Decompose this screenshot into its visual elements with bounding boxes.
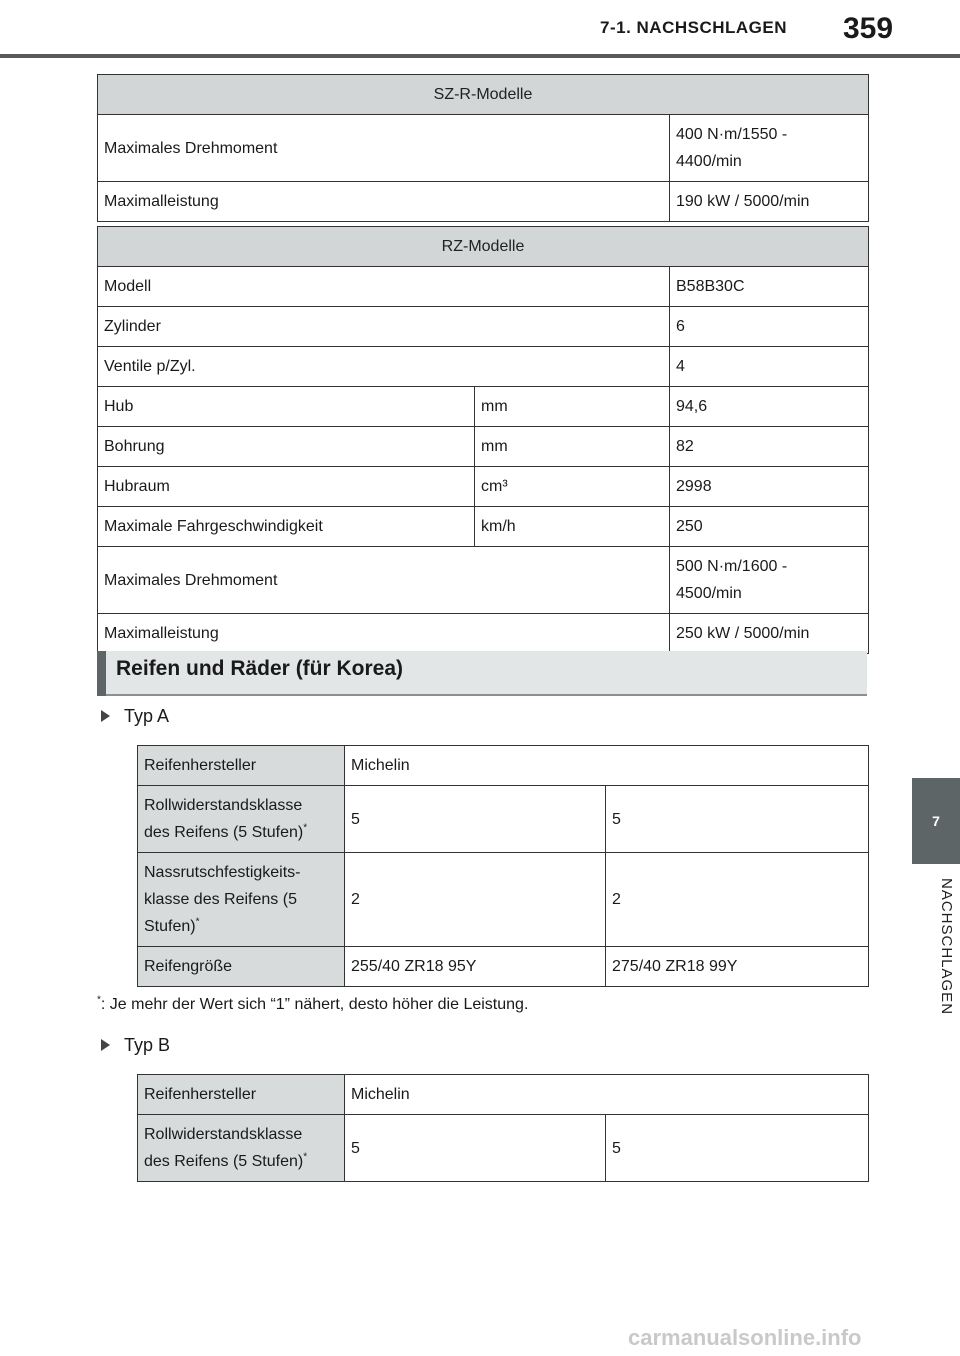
row-value: 190 kW / 5000/min bbox=[670, 182, 869, 222]
row-value: 2 bbox=[345, 853, 606, 947]
row-label: Maximalleistung bbox=[98, 182, 670, 222]
row-value: Michelin bbox=[345, 1075, 869, 1115]
table-row bbox=[98, 347, 869, 387]
table-row bbox=[98, 427, 869, 467]
row-label: Zylinder bbox=[98, 307, 670, 347]
table-row bbox=[138, 746, 869, 786]
table-row bbox=[138, 1075, 869, 1115]
row-value: 4 bbox=[670, 347, 869, 387]
chapter-number: 7 bbox=[932, 813, 940, 829]
row-value: B58B30C bbox=[670, 267, 869, 307]
header-rule bbox=[0, 54, 960, 58]
row-value: 5 bbox=[345, 1115, 606, 1182]
row-value: 5 bbox=[606, 1115, 869, 1182]
table-row bbox=[98, 387, 869, 427]
row-label: Nassrutschfestigkeits- klasse des Reifens (5 Stufen)* bbox=[138, 853, 345, 947]
table-row bbox=[138, 1115, 869, 1182]
triangle-bullet-icon bbox=[101, 710, 110, 722]
row-unit: mm bbox=[475, 387, 670, 427]
row-label: Maximalleistung bbox=[98, 614, 670, 654]
row-value: Michelin bbox=[345, 746, 869, 786]
row-label: Bohrung bbox=[98, 427, 475, 467]
row-value: 500 N·m/1600 - 4500/min bbox=[670, 547, 869, 614]
footnote bbox=[97, 996, 528, 1014]
row-label: Hubraum bbox=[98, 467, 475, 507]
row-unit: km/h bbox=[475, 507, 670, 547]
row-label: Hub bbox=[98, 387, 475, 427]
row-value: 82 bbox=[670, 427, 869, 467]
table-row bbox=[98, 547, 869, 614]
row-label: Maximales Drehmoment bbox=[98, 115, 670, 182]
triangle-bullet-icon bbox=[101, 1039, 110, 1051]
row-value: 94,6 bbox=[670, 387, 869, 427]
row-value: 275/40 ZR18 99Y bbox=[606, 947, 869, 987]
page-number: 359 bbox=[843, 12, 894, 45]
row-label: Reifenhersteller bbox=[138, 1075, 345, 1115]
row-label: Reifengröße bbox=[138, 947, 345, 987]
row-label: Maximale Fahrgeschwindigkeit bbox=[98, 507, 475, 547]
row-value: 5 bbox=[345, 786, 606, 853]
table-row bbox=[98, 182, 869, 222]
section-heading-bar bbox=[97, 651, 106, 696]
row-value: 400 N·m/1550 - 4400/min bbox=[670, 115, 869, 182]
footnote-text: : Je mehr der Wert sich “1” nähert, desto höher die Leistung. bbox=[100, 996, 529, 1013]
typ-b-heading: Typ B bbox=[101, 1035, 170, 1056]
row-label: Rollwiderstandsklasse des Reifens (5 Stufen)* bbox=[138, 1115, 345, 1182]
row-value: 2 bbox=[606, 853, 869, 947]
row-label: Modell bbox=[98, 267, 670, 307]
rz-table bbox=[97, 226, 869, 654]
row-value: 2998 bbox=[670, 467, 869, 507]
chapter-tab[interactable] bbox=[912, 778, 960, 864]
row-label: Maximales Drehmoment bbox=[98, 547, 670, 614]
typ-a-heading: Typ A bbox=[101, 706, 169, 727]
sz-r-table bbox=[97, 74, 869, 222]
row-value: 250 bbox=[670, 507, 869, 547]
table-row bbox=[138, 947, 869, 987]
row-label: Reifenhersteller bbox=[138, 746, 345, 786]
row-value: 255/40 ZR18 95Y bbox=[345, 947, 606, 987]
table-row bbox=[98, 115, 869, 182]
row-value: 250 kW / 5000/min bbox=[670, 614, 869, 654]
typ-a-table bbox=[137, 745, 869, 987]
table-header: SZ-R-Modelle bbox=[98, 75, 869, 115]
row-label: Rollwiderstandsklasse des Reifens (5 Stufen)* bbox=[138, 786, 345, 853]
section-header: 7-1. NACHSCHLAGEN bbox=[600, 18, 788, 37]
table-row bbox=[98, 307, 869, 347]
typ-b-table bbox=[137, 1074, 869, 1182]
table-row bbox=[98, 614, 869, 654]
chapter-label: NACHSCHLAGEN bbox=[938, 878, 955, 1016]
row-value: 6 bbox=[670, 307, 869, 347]
table-row bbox=[98, 467, 869, 507]
row-value: 5 bbox=[606, 786, 869, 853]
table-header: RZ-Modelle bbox=[98, 227, 869, 267]
row-unit: cm³ bbox=[475, 467, 670, 507]
row-unit: mm bbox=[475, 427, 670, 467]
section-title: Reifen und Räder (für Korea) bbox=[116, 657, 404, 680]
table-row bbox=[98, 507, 869, 547]
table-row bbox=[138, 786, 869, 853]
footnote-mark: * bbox=[97, 994, 101, 1006]
table-row bbox=[138, 853, 869, 947]
row-label: Ventile p/Zyl. bbox=[98, 347, 670, 387]
table-row bbox=[98, 267, 869, 307]
watermark-link[interactable]: carmanualsonline.info bbox=[628, 1325, 862, 1350]
